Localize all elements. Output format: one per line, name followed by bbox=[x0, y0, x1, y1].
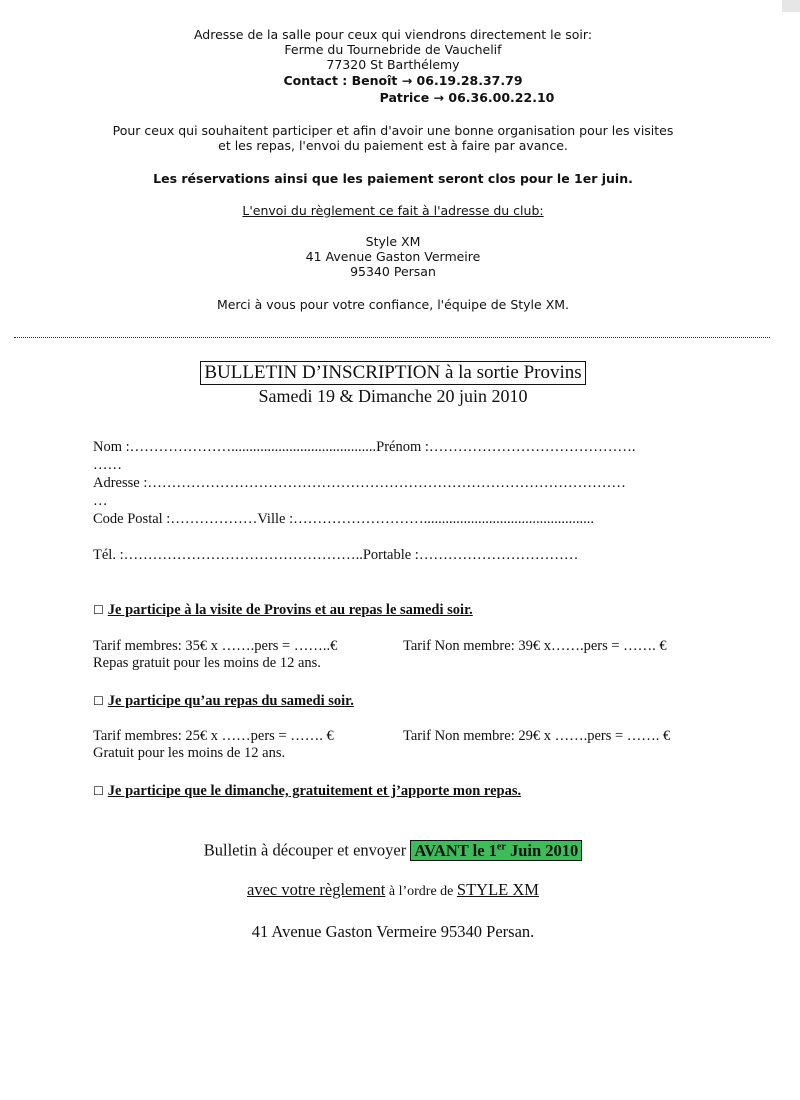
ordre-text: à l’ordre de bbox=[385, 884, 457, 899]
style-xm-text: STYLE XM bbox=[456, 880, 539, 899]
option-2-label: Je participe qu’au repas du samedi soir. bbox=[107, 693, 354, 709]
thanks-text: Merci à vous pour votre confiance, l'équipe de Style XM. bbox=[216, 297, 570, 312]
footer-address: 41 Avenue Gaston Vermeire 95340 Persan. bbox=[251, 922, 535, 941]
checkbox-option-2[interactable]: ☐ bbox=[93, 694, 104, 708]
venue-city: 77320 St Barthélemy bbox=[326, 57, 460, 72]
club-name: Style XM bbox=[365, 234, 421, 249]
adresse-field[interactable]: Adresse :……………………………………………………………………………………… bbox=[93, 475, 626, 491]
send-to-text: L'envoi du règlement ce fait à l'adresse du club: bbox=[242, 203, 544, 218]
option-2 bbox=[93, 692, 354, 710]
form-title-wrap bbox=[0, 361, 786, 385]
reglement-line bbox=[0, 879, 786, 903]
nom-field-continuation: …… bbox=[93, 457, 122, 473]
option-2-member-price: Tarif membres: 25€ x ……pers = ……. € bbox=[93, 728, 334, 744]
adresse-field-continuation: … bbox=[93, 493, 108, 509]
juin-text: Juin 2010 bbox=[505, 840, 579, 860]
cut-instructions bbox=[0, 836, 786, 862]
cp-ville-field[interactable]: Code Postal :………………Ville :………………………............................................... bbox=[93, 511, 594, 527]
club-city: 95340 Persan bbox=[350, 264, 436, 279]
nom-prenom-field[interactable]: Nom :…………………........................................Prénom :……………………………………. bbox=[93, 439, 636, 455]
option-2-nonmember-price: Tarif Non membre: 29€ x …….pers = ……. € bbox=[403, 728, 671, 744]
reglement-text: avec votre règlement bbox=[247, 880, 386, 899]
option-1-nonmember-price: Tarif Non membre: 39€ x…….pers = ……. € bbox=[403, 638, 667, 654]
event-date: Samedi 19 & Dimanche 20 juin 2010 bbox=[258, 386, 528, 406]
cut-line bbox=[14, 337, 770, 338]
checkbox-option-1[interactable]: ☐ bbox=[93, 603, 104, 617]
option-2-note: Gratuit pour les moins de 12 ans. bbox=[93, 745, 286, 761]
club-street: 41 Avenue Gaston Vermeire bbox=[305, 249, 481, 264]
deadline-highlight bbox=[410, 840, 582, 861]
avant-text: AVANT le 1 bbox=[414, 840, 497, 860]
option-1-label: Je participe à la visite de Provins et au repas le samedi soir. bbox=[107, 602, 473, 618]
option-1 bbox=[93, 601, 473, 619]
payment-text-2: et les repas, l'envoi du paiement est à faire par avance. bbox=[218, 138, 568, 153]
form-title: BULLETIN D’INSCRIPTION à la sortie Provins bbox=[200, 361, 585, 385]
scan-corner-mark bbox=[782, 0, 800, 12]
cut-text: Bulletin à découper et envoyer bbox=[203, 840, 407, 860]
payment-text-1: Pour ceux qui souhaitent participer et afin d'avoir une bonne organisation pour les visites bbox=[112, 123, 674, 138]
checkbox-option-3[interactable]: ☐ bbox=[93, 784, 104, 798]
superscript-er: er bbox=[496, 841, 506, 852]
tel-portable-field[interactable]: Tél. :…………………………………………..Portable :…………………………… bbox=[93, 547, 579, 563]
venue-name: Ferme du Tournebride de Vauchelif bbox=[284, 42, 502, 57]
deadline-text: Les réservations ainsi que les paiement seront clos pour le 1er juin. bbox=[153, 171, 633, 186]
option-3 bbox=[93, 782, 521, 800]
option-1-note: Repas gratuit pour les moins de 12 ans. bbox=[93, 655, 321, 671]
intro-text: Adresse de la salle pour ceux qui viendrons directement le soir: bbox=[193, 27, 593, 42]
option-1-member-price: Tarif membres: 35€ x …….pers = ……..€ bbox=[93, 638, 338, 654]
contact-benoit: Contact : Benoît → 06.19.28.37.79 bbox=[283, 73, 523, 88]
contact-patrice: Patrice → 06.36.00.22.10 bbox=[379, 90, 555, 105]
option-3-label: Je participe que le dimanche, gratuitement et j’apporte mon repas. bbox=[107, 783, 522, 799]
